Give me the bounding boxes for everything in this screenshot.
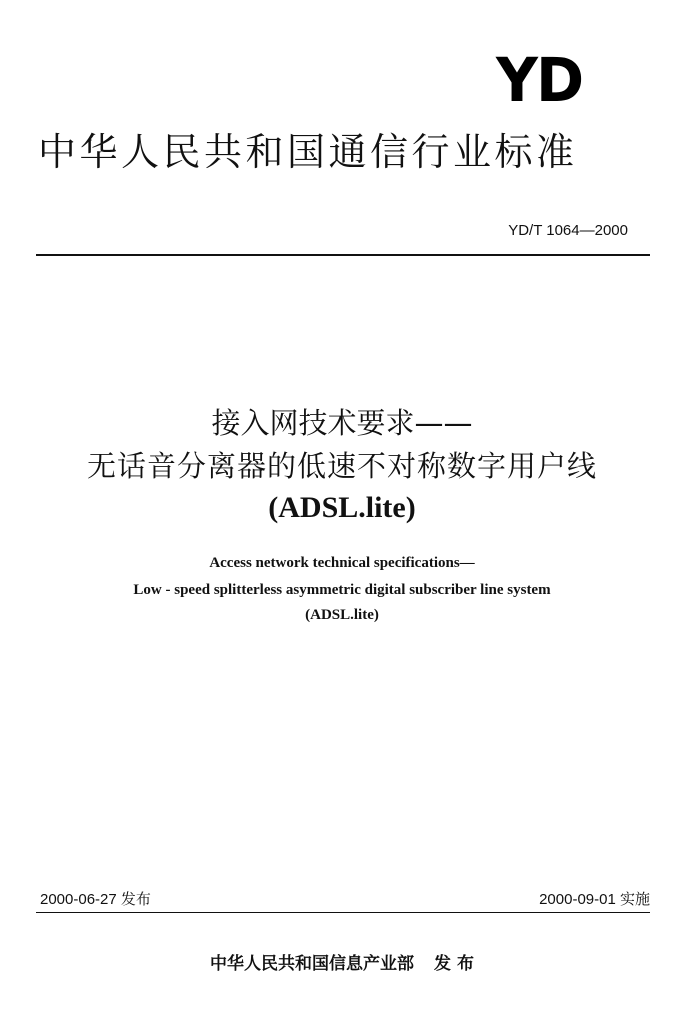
english-title-line-2: Low - speed splitterless asymmetric digital subscriber line system [133,582,551,598]
english-title-line-3: (ADSL.lite) [305,607,379,623]
top-divider [36,254,650,256]
english-title-line-1: Access network technical specifications— [209,555,475,571]
publish-label: 发 布 [434,954,474,974]
issue-date: 2000-06-27 发布 [40,891,151,908]
implementation-date: 2000-09-01 实施 [539,891,650,908]
yd-logo: YD [496,44,583,116]
publisher-name: 中华人民共和国信息产业部 [210,954,415,974]
chinese-title-line-3: (ADSL.lite) [268,491,416,524]
standard-category-heading: 中华人民共和国通信行业标准 [38,130,578,174]
standard-number: YD/T 1064—2000 [508,222,628,239]
chinese-title-line-2: 无话音分离器的低速不对称数字用户线 [86,449,597,483]
publisher-line [0,952,684,976]
chinese-title-line-1: 接入网技术要求—— [211,406,473,440]
bottom-divider [36,912,650,913]
